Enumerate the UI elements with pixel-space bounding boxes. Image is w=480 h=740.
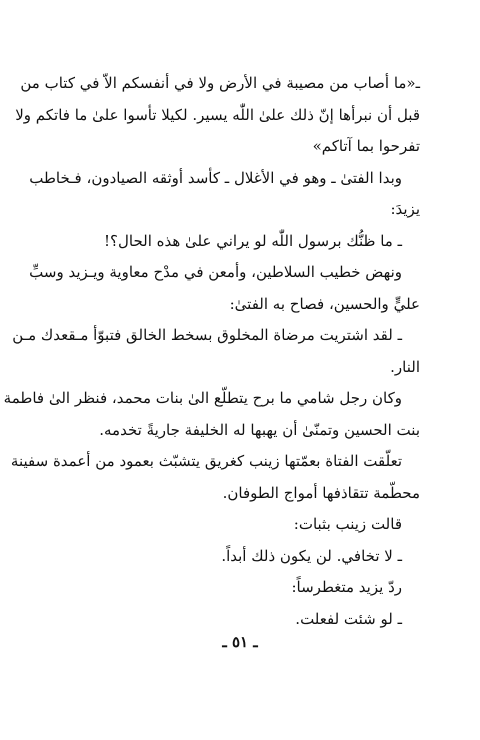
text-line-17: ردّ يزيد متغطرساً: <box>291 578 402 596</box>
text-line-2: قبل أن نبرأها إنّ ذلك علىٰ اللّٰه يسير. لكيلا تأسوا علىٰ ما فاتكم ولا <box>15 105 420 124</box>
text-line-8: عليٍّ والحسين، فصاح به الفتىٰ: <box>229 294 420 313</box>
text-line-1: ـ«ما أصاب من مصيبة في الأرض ولا في أنفسكم الاّ في كتاب من <box>20 74 420 92</box>
text-line-15: قالت زينب بثبات: <box>293 515 402 533</box>
text-line-7: ونهض خطيب السلاطين، وأمعن في مدْح معاوية ويـزيد وسبِّ <box>29 263 402 281</box>
page-body <box>3 68 420 635</box>
text-line-18: ـ لو شئت لفعلت. <box>295 609 402 628</box>
text-line-4: وبدا الفتىٰ ـ وهو في الأغلال ـ كأسد أوثقه الصيادون، فـخاطب <box>29 168 402 187</box>
text-line-12: بنت الحسين وتمنّىٰ أن يهبها له الخليفة جاريةً تخدمه. <box>99 420 420 439</box>
text-line-13: تعلّقت الفتاة بعمّتها زينب كغريق يتشبّث بعمود من أعمدة سفينة <box>10 452 402 470</box>
text-line-9: ـ لقد اشتريت مرضاة المخلوق بسخط الخالق فتبوّأ مـقعدك مـن <box>12 326 402 344</box>
text-line-5: يزيدَ: <box>390 200 420 218</box>
text-line-6: ـ ما ظنُّك برسول اللّٰه لو يراني علىٰ هذه الحال؟! <box>104 231 402 250</box>
text-line-3: تفرحوا بما آتاكم» <box>312 137 420 155</box>
text-line-10: النار. <box>390 357 420 376</box>
text-line-16: ـ لا تخافي. لن يكون ذلك أبداً. <box>221 546 402 565</box>
text-line-11: وكان رجل شامي ما برح يتطلّع الىٰ بنات محمد، فنظر الىٰ فاطمة <box>3 389 402 407</box>
text-line-14: محطّمة تتقاذفها أمواج الطوفان. <box>222 483 420 502</box>
page-number: ـ ٥١ ـ <box>222 633 258 651</box>
